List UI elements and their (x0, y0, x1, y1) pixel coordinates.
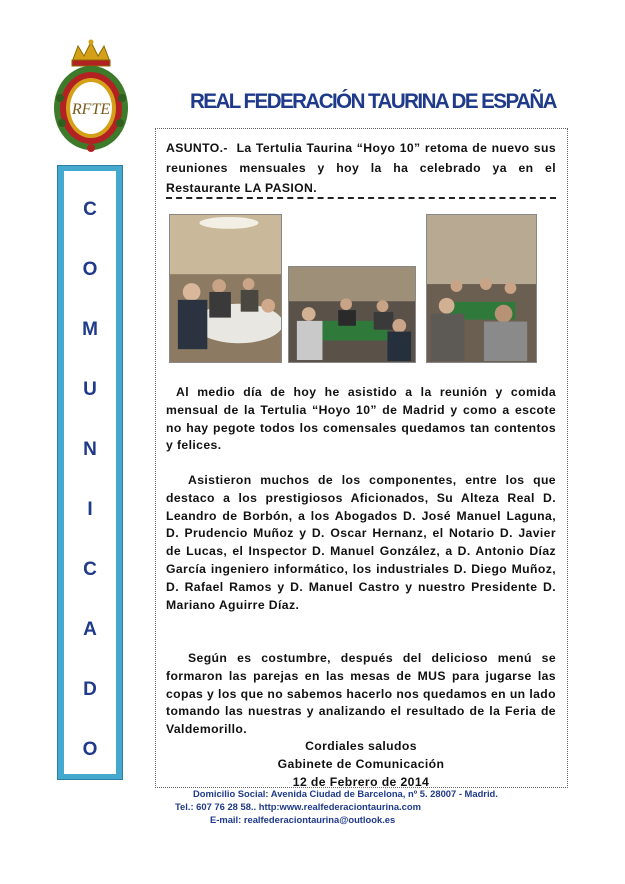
subject-label: ASUNTO.- (166, 141, 228, 155)
body-paragraph-3: Según es costumbre, después del delicioso menú se formaron las parejas en las mesas de MUS para jugarse las copas y los que no sabemos hacerlo nos quedamos en un lado tomando las nuestras y analizando el resultado de la Feria de Valdemorillo. (166, 651, 556, 737)
sidebar-letter: D (83, 679, 97, 700)
organization-title: REAL FEDERACIÓN TAURINA DE ESPAÑA (190, 90, 556, 113)
sidebar-letter: U (83, 379, 97, 400)
sidebar-letter: O (82, 259, 98, 280)
footer-address: Domicilio Social: Avenida Ciudad de Barcelona, nº 5. 28007 - Madrid. (193, 788, 498, 799)
body-paragraph-1: Al medio día de hoy he asistido a la reunión y comida mensual de la Tertulia “Hoyo 10” de Madrid y como a escote no hay pegote todos los comensales quedamos tan contentos y felices. (166, 385, 556, 453)
closing-greeting: Cordiales saludos (305, 739, 417, 753)
event-photo-left (169, 214, 282, 363)
sidebar-letter: A (83, 619, 97, 640)
comunicado-sidebar (57, 165, 123, 780)
subject-block (166, 138, 556, 198)
sidebar-letter: C (83, 199, 97, 220)
sidebar-letter: O (82, 739, 98, 760)
closing-signature: Gabinete de Comunicación (277, 757, 445, 771)
sidebar-letter: M (82, 319, 98, 340)
body-paragraph-2: Asistieron muchos de los componentes, entre los que destaco a los prestigiosos Aficionados, Su Alteza Real D. Leandro de Borbón, a los Abogados D. José Manuel Laguna, D. Prudencio Muñoz y D. Oscar Hernanz, el Notario D. Javier de Lucas, el Inspector D. Manuel González, a D. Antonio Díaz García ingeniero informático, los industriales D. Diego Muñoz, D. Rafael Ramos y D. Manuel Castro y nuestro Presidente D. Mariano Aguirre Díaz. (166, 473, 556, 612)
event-photo-center (288, 266, 416, 363)
subject-text: La Tertulia Taurina “Hoyo 10” retoma de nuevo sus reuniones mensuales y hoy la ha celebrado ya en el Restaurante LA PASION. (166, 141, 557, 195)
sidebar-letter: I (87, 499, 93, 520)
footer-email: E-mail: realfederaciontaurina@outlook.es (210, 814, 396, 825)
crest-monogram: RFTE (71, 101, 111, 118)
sidebar-letter: N (83, 439, 97, 460)
federation-crest (50, 38, 132, 154)
sidebar-inner-panel (64, 171, 116, 774)
sidebar-letter: C (83, 559, 97, 580)
dashed-separator (166, 197, 556, 199)
closing-date: 12 de Febrero de 2014 (292, 775, 430, 789)
event-photo-right (426, 214, 537, 363)
footer-phone-web: Tel.: 607 76 28 58.. http:www.realfederaciontaurina.com (175, 801, 421, 812)
